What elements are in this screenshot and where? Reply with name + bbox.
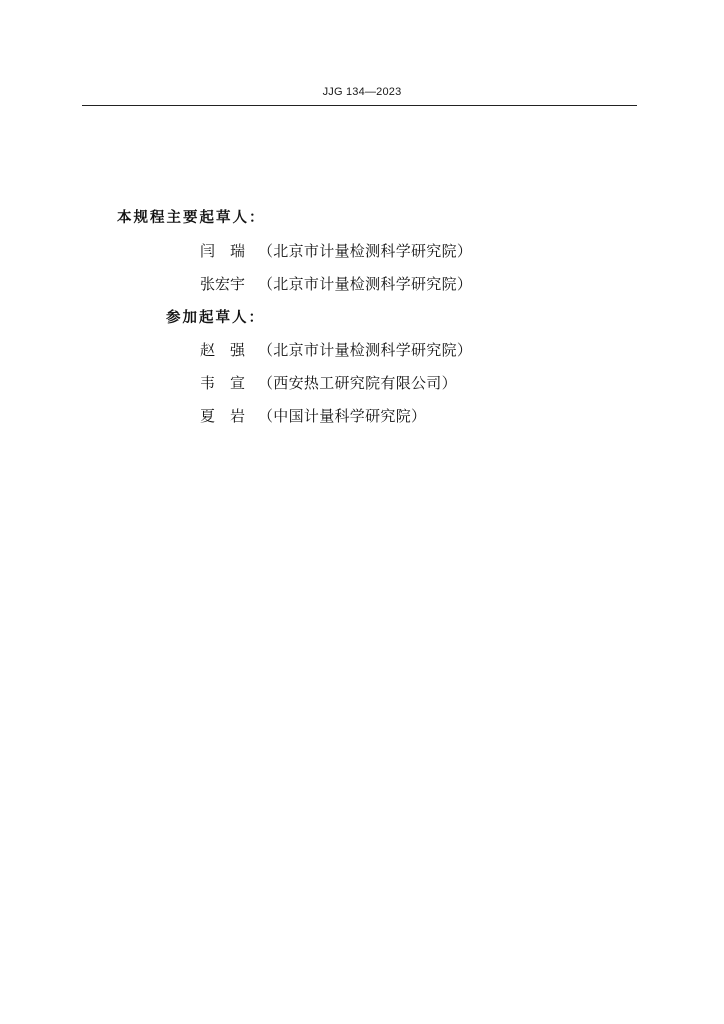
running-header <box>0 86 724 98</box>
main-drafters-label: 本规程主要起草人： <box>117 210 266 226</box>
participating-drafter-entry <box>200 372 457 393</box>
drafter-name: 赵 强 <box>200 341 246 359</box>
drafter-organization: （北京市计量检测科学研究院） <box>258 275 473 293</box>
participating-drafter-entry <box>200 339 472 360</box>
drafter-organization: （北京市计量检测科学研究院） <box>258 242 473 260</box>
participating-drafter-entry <box>200 405 426 426</box>
doc-number: JJG 134—2023 <box>322 86 402 98</box>
drafter-name: 闫 瑞 <box>200 242 246 260</box>
drafter-name: 韦 宣 <box>200 374 246 392</box>
main-drafter-entry <box>200 240 472 261</box>
participating-drafters-label: 参加起草人： <box>166 310 265 326</box>
drafter-organization: （北京市计量检测科学研究院） <box>258 341 473 359</box>
main-drafter-entry <box>200 273 472 294</box>
header-rule <box>82 105 637 106</box>
drafter-organization: （中国计量科学研究院） <box>258 407 427 425</box>
drafter-name: 张宏宇 <box>200 275 246 293</box>
drafter-name: 夏 岩 <box>200 407 246 425</box>
drafter-organization: （西安热工研究院有限公司） <box>258 374 457 392</box>
